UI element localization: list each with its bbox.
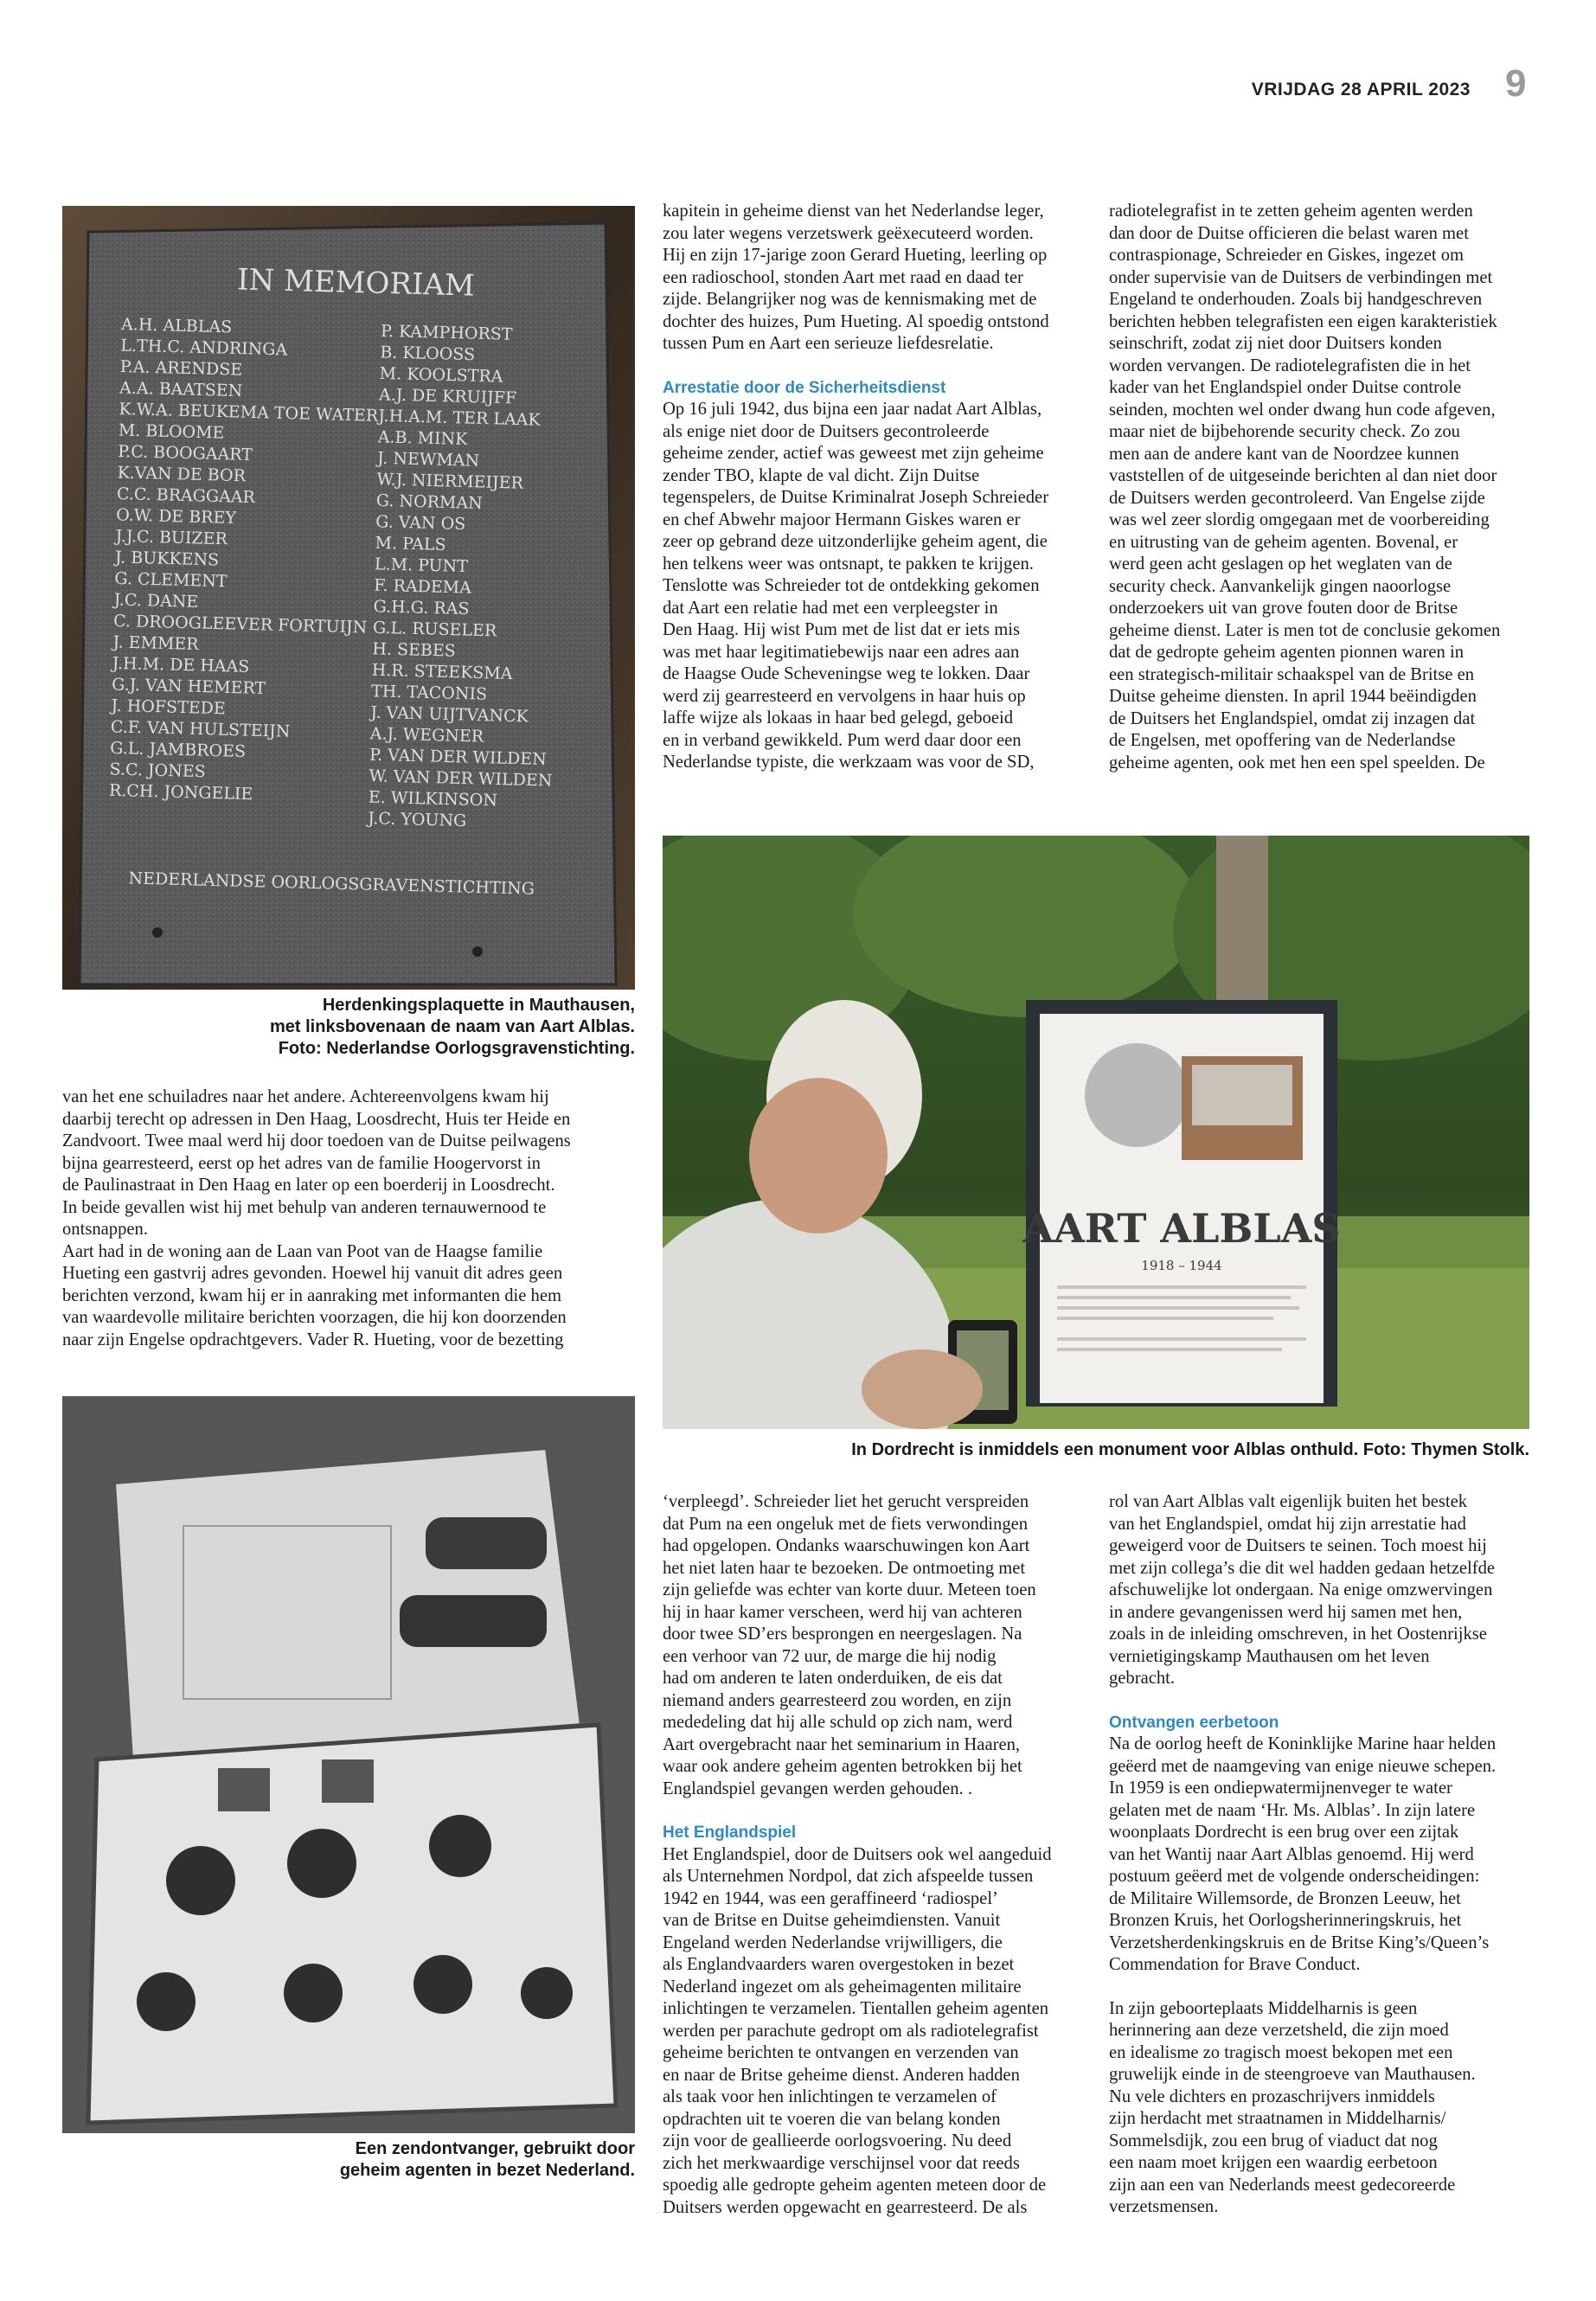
- text-line: In beide gevallen wist hij met behulp van anderen ternauwernood te: [62, 1197, 547, 1217]
- text-line: geheime agenten, ook met hen een spel speelden. De: [1109, 753, 1485, 772]
- text-line: contraspionage, Schreieder en Giskes, ingezet om: [1109, 246, 1465, 265]
- text-line: waar ook andere geheim agenten betrokken bij het: [663, 1757, 1022, 1776]
- text-line: kader van het Englandspiel onder Duitse controle: [1109, 378, 1462, 397]
- text-line: zich het merkwaardige verschijnsel voor dat reeds: [663, 2153, 1020, 2173]
- text-line: Commendation for Brave Conduct.: [1109, 1955, 1361, 1974]
- text-line: inlichtingen te verzamelen. Tientallen geheim agenten: [663, 1999, 1049, 2018]
- text-line: de Militaire Willemsorde, de Bronzen Leeuw, het: [1109, 1888, 1461, 1908]
- text-line: Nederland ingezet om als geheimagenten militaire: [663, 1977, 1022, 1997]
- text-line: dat Aart een relatie had met een verpleegster in: [663, 598, 998, 618]
- text-line: gruwelijk einde in de steengroeve van Mauthausen.: [1109, 2065, 1476, 2084]
- text-line: radiotelegrafist in te zetten geheim agenten werden: [1109, 202, 1473, 221]
- plaque-name: M. PALS: [375, 533, 446, 554]
- text-line: 1942 en 1944, was een geraffineerd ‘radiospel’: [663, 1888, 998, 1908]
- text-line: bijna gearresteerd, eerst op het adres van de familie Hoogervorst in: [62, 1153, 541, 1173]
- text-line: woonplaats Dordrecht is een brug over een zijtak: [1109, 1823, 1459, 1842]
- text-line: de Paulinastraat in Den Haag en later op een boerderij in Loosdrecht.: [62, 1176, 555, 1195]
- plaque-name: A.J. WEGNER: [369, 724, 484, 747]
- plaque-name: J. VAN UIJTVANCK: [370, 702, 529, 727]
- plaque-name: A.A. BAATSEN: [119, 378, 243, 401]
- plaque-name: E. WILKINSON: [368, 787, 498, 811]
- plaque-name: R.CH. JONGELIE: [108, 780, 253, 804]
- plaque-name: K.VAN DE BOR: [117, 463, 247, 486]
- text-line: en chef Abwehr majoor Hermann Giskes waren er: [663, 510, 1021, 529]
- text-line: Aart overgebracht naar het seminarium in Haaren,: [663, 1734, 1021, 1754]
- text-line: en uitrusting van de geheim agenten. Bovenal, er: [1109, 532, 1458, 552]
- text-line: tegenspelers, de Duitse Kriminalrat Joseph Schreieder: [663, 488, 1049, 507]
- plaque-name: L.M. PUNT: [374, 554, 469, 577]
- text-line: geweigerd voor de Duitsers te seinen. Toch moest hij: [1109, 1536, 1487, 1555]
- text-line: zijn geliefde was echter van korte duur. Meteen toen: [663, 1580, 1036, 1599]
- text-line: mededeling dat hij alle schuld op zich nam, werd: [663, 1713, 1013, 1732]
- text-line: maar niet de bijbehorende security check. Zo zou: [1109, 422, 1460, 441]
- text-line: als enige niet door de Duitsers gecontroleerde: [663, 421, 990, 441]
- text-line: een radioschool, stonden Aart met raad en daad ter: [663, 267, 1023, 287]
- plaque-name: P.C. BOOGAART: [117, 441, 253, 465]
- monument-photo: [663, 836, 1529, 1429]
- monument-caption: In Dordrecht is inmiddels een monument voor Alblas onthuld. Foto: Thymen Stolk.: [851, 1440, 1529, 1459]
- text-line: werden per parachute gedropt om als radiotelegrafist: [663, 2021, 1039, 2041]
- text-line: Duitsers werden opgewacht en gearresteerd. De als: [663, 2197, 1028, 2217]
- text-line: Tenslotte was Schreieder tot de ontdekking gekomen: [663, 576, 1040, 595]
- text-line: rol van Aart Alblas valt eigenlijk buiten het bestek: [1109, 1492, 1468, 1511]
- text-line: Nu vele dichters en prozaschrijvers inmiddels: [1109, 2086, 1435, 2106]
- text-line: gelaten met de naam ‘Hr. Ms. Alblas’. In zijn latere: [1109, 1800, 1476, 1820]
- text-line: als Englandvaarders waren overgestoken in bezet: [663, 1955, 1015, 1974]
- article-column-bottom-right: [1109, 1491, 1550, 2219]
- text-line: het niet laten haar te bezoeken. De ontmoeting met: [663, 1558, 1026, 1578]
- text-line: postuum geëerd met de volgende onderscheidingen:: [1109, 1867, 1480, 1886]
- plaque-name: A.J. DE KRUIJFF: [378, 385, 517, 408]
- text-line: geheime berichten te ontvangen en verzenden van: [663, 2043, 1019, 2062]
- plaque-footer: NEDERLANDSE OORLOGSGRAVENSTICHTING: [128, 868, 535, 899]
- text-line: zijn herdacht met straatnamen in Middelharnis/: [1109, 2109, 1446, 2128]
- text-line: spoedig alle gedropte geheim agenten meteen door de: [663, 2176, 1047, 2195]
- subhead-englandspiel: Het Englandspiel: [663, 1823, 797, 1842]
- text-line: van het Englandspiel, omdat hij zijn arrestatie had: [1109, 1514, 1466, 1534]
- text-line: een strategisch-militair schaakspel van de Britse en: [1109, 664, 1475, 684]
- text-line: laffe wijze als lokaas in haar bed gelegd, geboeid: [663, 708, 1014, 727]
- plaque-name: C. DROOGLEEVER FORTUIJN: [112, 611, 368, 638]
- memorial-plaque-photo: [62, 206, 635, 990]
- text-line: daarbij terecht op adressen in Den Haag, Loosdrecht, Huis ter Heide en: [62, 1109, 571, 1129]
- text-line: seinden, mochten wel onder dwang hun code afgeven,: [1109, 400, 1496, 420]
- plaque-name: S.C. JONES: [109, 760, 206, 782]
- plaque-name: C.F. VAN HULSTEIJN: [110, 717, 291, 741]
- text-line: onderzoekers uit van grove fouten door de Britse: [1109, 599, 1458, 618]
- text-line: Verzetsherdenkingskruis en de Britse King’s/Queen’s: [1109, 1932, 1490, 1952]
- plaque-title: IN MEMORIAM: [236, 262, 476, 304]
- text-line: Op 16 juli 1942, dus bijna een jaar nadat Aart Alblas,: [663, 400, 1042, 419]
- plaque-caption-line: Herdenkingsplaquette in Mauthausen,: [322, 996, 635, 1015]
- text-line: van waardevolle militaire berichten voorzagen, die hij kon doorzenden: [62, 1308, 567, 1327]
- text-line: de Haagse Oude Scheveningse weg te lokken. Daar: [663, 664, 1030, 683]
- plaque-caption: [156, 995, 635, 1060]
- text-line: Bronzen Kruis, het Oorlogsherinneringskruis, het: [1109, 1911, 1462, 1930]
- text-line: werd zij gearresteerd en vervolgens in haar huis op: [663, 686, 1026, 706]
- text-line: van het ene schuiladres naar het andere. Achtereenvolgens kwam hij: [62, 1087, 549, 1106]
- text-line: Sommelsdijk, zou een brug of viaduct dat nog: [1109, 2131, 1438, 2150]
- text-line: hen telkens weer was ontsnapt, te pakken te krijgen.: [663, 554, 1034, 574]
- text-line: in andere gevangenissen werd hij samen met hen,: [1109, 1602, 1463, 1622]
- radio-caption-line: geheim agenten in bezet Nederland.: [339, 2161, 635, 2180]
- text-line: vaststellen of de uitgeseinde berichten al dan niet door: [1109, 466, 1497, 485]
- text-line: verzetsmensen.: [1109, 2197, 1219, 2216]
- plaque-name: W. VAN DER WILDEN: [369, 766, 553, 791]
- plaque-caption-line: met linksbovenaan de naam van Aart Alblas.: [270, 1017, 635, 1036]
- text-line: van de Britse en Duitse geheimdiensten. Vanuit: [663, 1911, 1001, 1930]
- plaque-name: W.J. NIERMEIJER: [376, 470, 524, 493]
- plaque-name: J.C. YOUNG: [367, 809, 467, 831]
- text-line: Aart had in de woning aan de Laan van Poot van de Haagse familie: [62, 1241, 543, 1261]
- text-line: Englandspiel gevangen werden gehouden. .: [663, 1779, 972, 1798]
- plaque-name: O.W. DE BREY: [116, 505, 237, 529]
- text-line: zender TBO, klapte de val dicht. Zijn Duitse: [663, 465, 980, 485]
- text-line: dan door de Duitse officieren die belast waren met: [1109, 223, 1469, 243]
- text-line: zijn voor de geallieerde oorlogsvoering. Nu deed: [663, 2131, 1012, 2150]
- plaque-name: J.H.A.M. TER LAAK: [378, 406, 541, 430]
- plaque-name: J.C. DANE: [113, 590, 199, 612]
- page-number: 9: [1505, 62, 1527, 105]
- text-line: de Engelsen, met opoffering van de Nederlandse: [1109, 731, 1456, 750]
- text-line: tussen Pum en Aart een serieuze liefdesrelatie.: [663, 334, 994, 353]
- text-line: door twee SD’ers besprongen en neergeslagen. Na: [663, 1625, 1022, 1644]
- article-column-top-right: [1109, 201, 1550, 774]
- plaque-name: L.TH.C. ANDRINGA: [120, 336, 288, 360]
- text-line: was met haar legitimatiebewijs naar een adres aan: [663, 642, 1020, 662]
- text-line: berichten verzond, kwam hij er in aanraking met informanten die hem: [62, 1285, 561, 1305]
- article-column-top-middle: [663, 201, 1086, 774]
- text-line: niemand anders gearresteerd zou worden, en zijn: [663, 1690, 1012, 1710]
- plaque-name: J. BUKKENS: [114, 548, 220, 570]
- plaque-name: F. RADEMA: [374, 575, 472, 598]
- plaque-name: H. SEBES: [372, 639, 457, 661]
- plaque-name: A.B. MINK: [377, 427, 468, 450]
- subhead-honours: Ontvangen eerbetoon: [1109, 1713, 1279, 1732]
- radio-transmitter-photo: [62, 1396, 635, 2133]
- text-line: kapitein in geheime dienst van het Nederlandse leger,: [663, 202, 1044, 221]
- text-line: geheime zender, actief was geweest met zijn geheime: [663, 444, 1044, 463]
- article-column-left-middle: [62, 1086, 651, 1351]
- text-line: een naam moet krijgen een waardig eerbetoon: [1109, 2153, 1438, 2172]
- text-line: als Unternehmen Nordpol, dat zich afspeelde tussen: [663, 1867, 1034, 1886]
- text-line: Hij en zijn 17-jarige zoon Gerard Hueting, leerling op: [663, 246, 1048, 265]
- text-line: dat Pum na een ongeluk met de fiets verwondingen: [663, 1514, 1029, 1534]
- text-line: van het Wantij naar Aart Alblas genoemd. Hij werd: [1109, 1844, 1474, 1864]
- text-line: de Duitsers werden gecontroleerd. Van Engelse zijde: [1109, 488, 1485, 508]
- text-line: onder supervisie van de Duitsers de verbindingen met: [1109, 267, 1493, 287]
- plaque-name: P. KAMPHORST: [380, 321, 513, 344]
- text-line: was wel zeer slordig omgegaan met de voorbereiding: [1109, 510, 1490, 529]
- plaque-name: G.L. JAMBROES: [109, 738, 247, 761]
- memorial-plaque-illustration: [62, 206, 635, 990]
- text-line: herinnering aan deze verzetsheld, die zijn moed: [1109, 2021, 1449, 2040]
- plaque-name: M. BLOOME: [118, 420, 225, 443]
- text-line: In 1959 is een ondiepwatermijnenveger te water: [1109, 1779, 1452, 1798]
- text-line: een verhoor van 72 uur, de marge die hij nodig: [663, 1646, 997, 1666]
- plaque-name: C.C. BRAGGAAR: [116, 484, 256, 508]
- text-line: Engeland werden Nederlandse vrijwilligers, die: [663, 1932, 1003, 1952]
- plaque-name: G.H.G. RAS: [373, 597, 470, 619]
- text-line: had om anderen te laten onderduiken, de eis dat: [663, 1669, 1003, 1688]
- plaque-name: J.H.M. DE HAAS: [112, 653, 250, 677]
- article-column-bottom-middle: [663, 1491, 1095, 2219]
- text-line: hij in haar kamer verscheen, werd hij van achteren: [663, 1602, 1022, 1622]
- text-line: afschuwelijke lot ondergaan. Na enige omzwervingen: [1109, 1580, 1493, 1599]
- plaque-caption-line: Foto: Nederlandse Oorlogsgravenstichting.: [278, 1039, 635, 1058]
- text-line: Duitse geheime diensten. In april 1944 beëindigden: [1109, 687, 1477, 706]
- plaque-name: TH. TACONIS: [370, 682, 488, 704]
- plaque-name: P.A. ARENDSE: [119, 356, 243, 380]
- text-line: werd geen acht geslagen op het weglaten van de: [1109, 554, 1452, 574]
- text-line: Den Haag. Hij wist Pum met de list dat er iets mis: [663, 620, 1020, 639]
- text-line: dochter des huizes, Pum Hueting. Al spoedig ontstond: [663, 311, 1049, 331]
- text-line: zeer op gebrand deze uitzonderlijke geheim agent, die: [663, 532, 1048, 551]
- text-line: security check. Aanvankelijk gingen naoorlogse: [1109, 576, 1452, 596]
- plaque-name: K.W.A. BEUKEMA TOE WATER: [119, 399, 379, 426]
- plaque-name: J.J.C. BUIZER: [115, 526, 228, 549]
- plaque-name: B. KLOOSS: [380, 343, 476, 365]
- text-line: opdrachten uit te voeren die van belang konden: [663, 2109, 1001, 2129]
- text-line: Nederlandse typiste, die werkzaam was voor de SD,: [663, 753, 1035, 772]
- plaque-name: J. EMMER: [112, 632, 199, 654]
- text-line: Engeland te onderhouden. Zoals bij handgeschreven: [1109, 290, 1483, 309]
- text-line: en in verband gewikkeld. Pum werd daar door een: [663, 730, 1022, 750]
- text-line: naar zijn Engelse opdrachtgevers. Vader R. Hueting, voor de bezetting: [62, 1330, 564, 1349]
- plaque-name: A.H. ALBLAS: [120, 315, 233, 337]
- plaque-name: J. HOFSTEDE: [111, 695, 227, 719]
- subhead-arrest: Arrestatie door de Sicherheitsdienst: [663, 378, 946, 397]
- text-line: men aan de andere kant van de Noordzee kunnen: [1109, 444, 1459, 464]
- plaque-name: M. KOOLSTRA: [379, 363, 503, 387]
- text-line: worden vervangen. De radiotelegrafisten die in het: [1109, 356, 1471, 375]
- text-line: dat de gedropte geheim agenten pionnen waren in: [1109, 643, 1465, 662]
- text-line: zou later wegens verzetswerk geëxecuteerd worden.: [663, 223, 1034, 243]
- plaque-name: P. VAN DER WILDEN: [369, 745, 548, 770]
- text-line: Na de oorlog heeft de Koninklijke Marine haar helden: [1109, 1734, 1497, 1753]
- issue-date: VRIJDAG 28 APRIL 2023: [1251, 80, 1471, 99]
- plaque-name: G. NORMAN: [375, 490, 484, 514]
- radio-caption-line: Een zendontvanger, gebruikt door: [355, 2139, 635, 2158]
- text-line: had opgelopen. Ondanks waarschuwingen kon Aart: [663, 1536, 1030, 1555]
- plaque-name: H.R. STEEKSMA: [371, 660, 513, 683]
- text-line: seinschrift, zodat zij niet door Duitsers konden: [1109, 334, 1442, 353]
- plaque-name: G.L. RUSELER: [372, 618, 497, 641]
- monument-years: 1918 – 1944: [1141, 1258, 1222, 1273]
- text-line: Zandvoort. Twee maal werd hij door toedoen van de Duitse peilwagens: [62, 1131, 571, 1150]
- monument-name: AART ALBLAS: [1022, 1205, 1341, 1252]
- text-line: zijde. Belangrijker nog was de kennismaking met de: [663, 290, 1037, 309]
- text-line: Het Englandspiel, door de Duitsers ook wel aangeduid: [663, 1844, 1052, 1864]
- text-line: met zijn collega’s die dit wel hadden gedaan hetzelfde: [1109, 1558, 1496, 1578]
- text-line: en naar de Britse geheime dienst. Anderen hadden: [663, 2065, 1020, 2085]
- text-line: ontsnappen.: [62, 1220, 148, 1239]
- text-line: In zijn geboorteplaats Middelharnis is geen: [1109, 1998, 1418, 2018]
- text-line: geëerd met de naamgeving van enige nieuwe schepen.: [1109, 1756, 1497, 1776]
- plaque-name: G. VAN OS: [375, 512, 466, 535]
- text-line: ‘verpleegd’. Schreieder liet het gerucht verspreiden: [663, 1492, 1029, 1511]
- text-line: berichten hebben telegrafisten een eigen karakteristiek: [1109, 311, 1497, 331]
- text-line: vernietigingskamp Mauthausen om het leven: [1109, 1646, 1430, 1666]
- text-line: geheime dienst. Later is men tot de conclusie gekomen: [1109, 620, 1501, 640]
- plaque-name: J. NEWMAN: [376, 448, 480, 471]
- text-line: als taak voor hen inlichtingen te verzamelen of: [663, 2087, 997, 2106]
- text-line: en idealisme zo tragisch moest bekopen met een: [1109, 2042, 1453, 2062]
- text-line: zoals in de inleiding omschreven, in het Oostenrijkse: [1109, 1625, 1487, 1644]
- text-line: Hueting een gastvrij adres gevonden. Hoewel hij vanuit dit adres geen: [62, 1264, 563, 1283]
- text-line: de Duitsers het Englandspiel, omdat zij inzagen dat: [1109, 708, 1476, 728]
- text-line: zijn aan een van Nederlands meest gedecoreerde: [1109, 2175, 1456, 2195]
- plaque-name: G. CLEMENT: [114, 568, 228, 592]
- radio-caption: [156, 2138, 635, 2182]
- text-line: gebracht.: [1109, 1669, 1176, 1688]
- plaque-name: G.J. VAN HEMERT: [111, 675, 266, 699]
